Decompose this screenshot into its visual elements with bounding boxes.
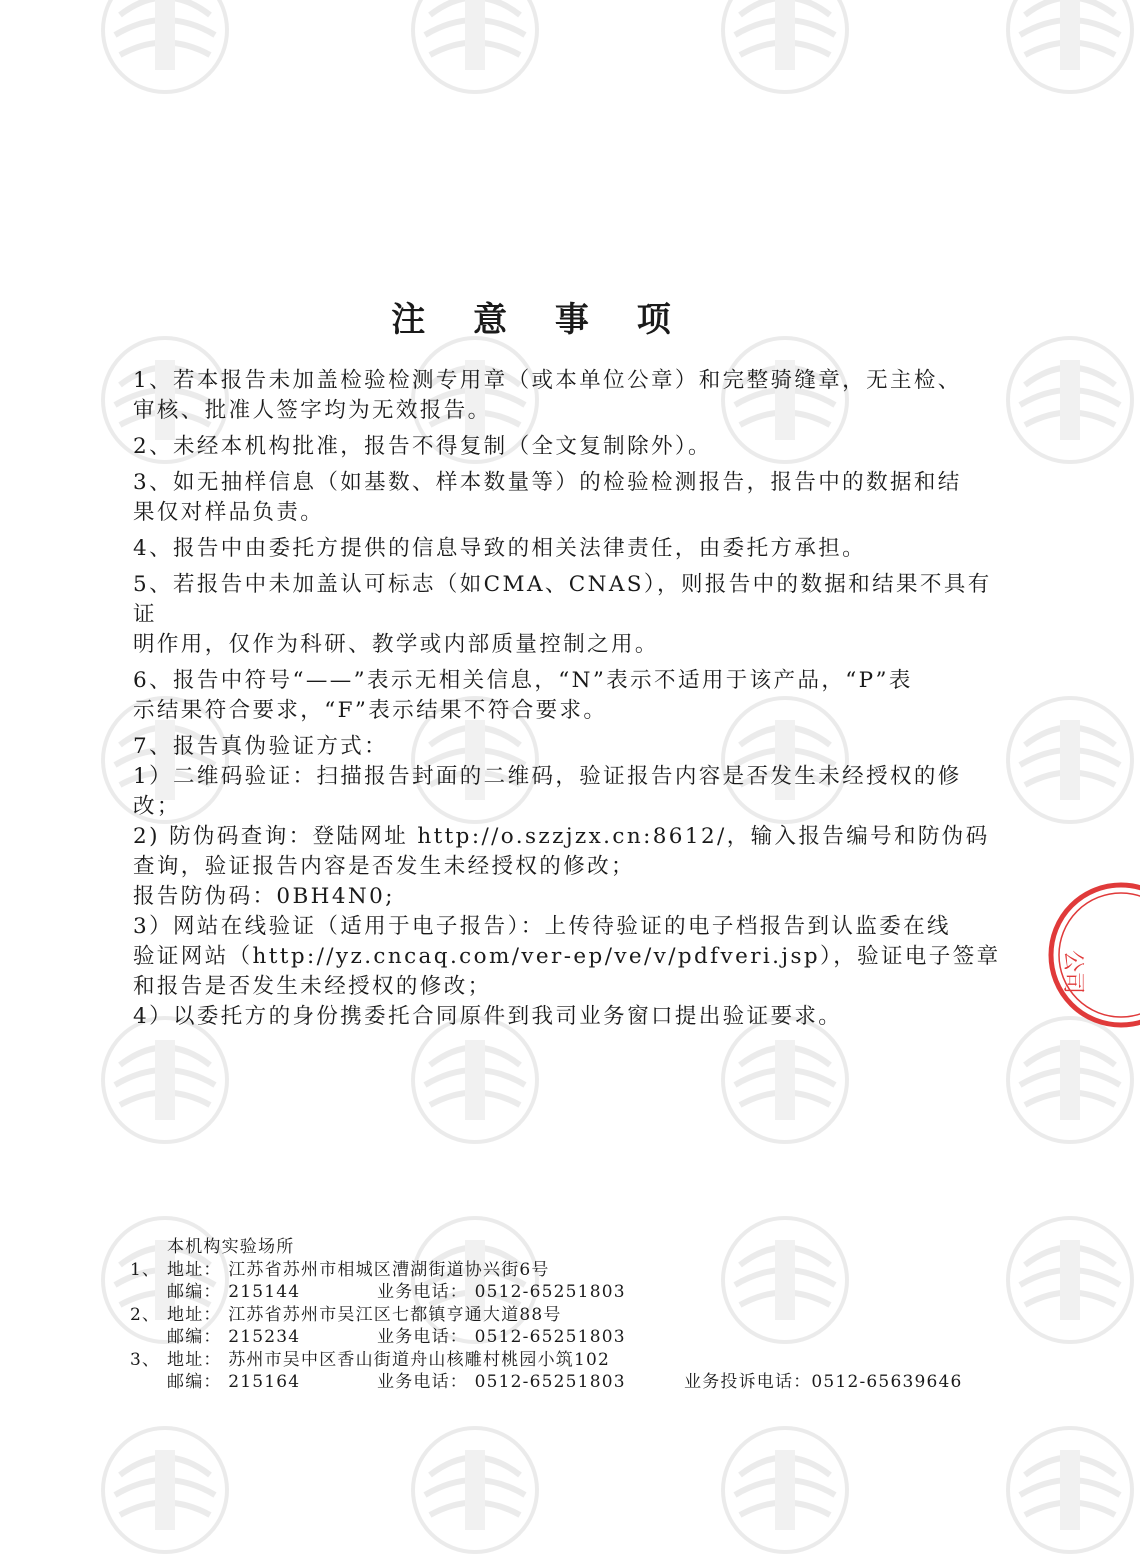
lab-index: 3、 xyxy=(130,1349,161,1370)
watermark-logo xyxy=(1000,1010,1140,1150)
lab-phone: 业务电话： 0512-65251803 xyxy=(377,1282,626,1302)
lab-postcode: 邮编： 215234 xyxy=(167,1327,301,1347)
labs-heading: 本机构实验场所 xyxy=(167,1237,295,1257)
note-line: 示结果符合要求，“F”表示结果不符合要求。 xyxy=(133,698,608,723)
note-line: 5、若报告中未加盖认可标志（如CMA、CNAS），则报告中的数据和结果不具有证 xyxy=(133,572,992,627)
note-line: 3、如无抽样信息（如基数、样本数量等）的检验检测报告，报告中的数据和结 xyxy=(133,470,962,495)
watermark-logo xyxy=(1000,330,1140,470)
watermark-logo xyxy=(405,0,545,100)
watermark-logo xyxy=(715,1420,855,1560)
watermark-logo xyxy=(715,0,855,100)
verification-line: 和报告是否发生未经授权的修改； xyxy=(133,974,492,999)
lab-phone: 业务电话： 0512-65251803 xyxy=(377,1327,626,1347)
watermark-logo xyxy=(95,1420,235,1560)
verification-heading: 7、报告真伪验证方式： xyxy=(133,734,389,759)
lab-index: 2、 xyxy=(130,1304,161,1325)
complaint-phone: 业务投诉电话：0512-65639646 xyxy=(684,1372,963,1392)
note-2 xyxy=(133,432,1003,462)
lab-postcode: 邮编： 215144 xyxy=(167,1282,301,1302)
note-3 xyxy=(133,468,1003,528)
watermark-logo xyxy=(1000,1420,1140,1560)
notes-body xyxy=(133,366,1003,1032)
note-line: 审核、批准人签字均为无效报告。 xyxy=(133,398,492,423)
lab-item xyxy=(130,1304,1030,1327)
lab-contact xyxy=(167,1281,1030,1304)
lab-item xyxy=(130,1349,1030,1372)
verification-line: 2) 防伪码查询：登陆网址 http://o.szzjzx.cn:8612/，输入报告编号和防伪码 xyxy=(133,824,990,849)
page-title: 注 意 事 项 xyxy=(391,300,689,340)
watermark-logo xyxy=(1000,0,1140,100)
verification-line: 查询，验证报告内容是否发生未经授权的修改； xyxy=(133,854,635,879)
note-line: 明作用，仅作为科研、教学或内部质量控制之用。 xyxy=(133,632,659,657)
note-4 xyxy=(133,534,1003,564)
anti-fake-code: 报告防伪码：0BH4N0; xyxy=(133,884,395,909)
lab-address: 地址： 江苏省苏州市相城区漕湖街道协兴街6号 xyxy=(167,1259,550,1280)
seal-text: 公司 xyxy=(1060,950,1085,995)
verification-line: 改； xyxy=(133,794,181,819)
note-line: 6、报告中符号“——”表示无相关信息，“N”表示不适用于该产品，“P”表 xyxy=(133,668,913,693)
company-seal-stamp xyxy=(1046,880,1106,1030)
note-6 xyxy=(133,666,1003,726)
watermark-logo xyxy=(95,0,235,100)
note-7 xyxy=(133,732,1003,1032)
lab-index: 1、 xyxy=(130,1259,161,1280)
watermark-logo xyxy=(405,1420,545,1560)
note-5 xyxy=(133,570,1003,660)
note-line: 2、未经本机构批准，报告不得复制（全文复制除外）。 xyxy=(133,434,712,459)
lab-item xyxy=(130,1259,1030,1282)
verification-line: 验证网站（http://yz.cncaq.com/ver-ep/ve/v/pdfveri.jsp），验证电子签章 xyxy=(133,944,1001,969)
verification-line: 3）网站在线验证（适用于电子报告）：上传待验证的电子档报告到认监委在线 xyxy=(133,914,951,939)
note-1 xyxy=(133,366,1003,426)
lab-contact xyxy=(167,1326,1030,1349)
note-line: 4、报告中由委托方提供的信息导致的相关法律责任，由委托方承担。 xyxy=(133,536,867,561)
lab-postcode: 邮编： 215164 xyxy=(167,1372,301,1392)
lab-address: 地址： 江苏省苏州市吴江区七都镇亨通大道88号 xyxy=(167,1304,562,1325)
lab-phone: 业务电话： 0512-65251803 xyxy=(377,1372,626,1392)
verification-line: 4）以委托方的身份携委托合同原件到我司业务窗口提出验证要求。 xyxy=(133,1004,843,1029)
note-line: 果仅对样品负责。 xyxy=(133,500,325,525)
verification-line: 1）二维码验证：扫描报告封面的二维码，验证报告内容是否发生未经授权的修 xyxy=(133,764,962,789)
lab-contact xyxy=(167,1371,1030,1394)
lab-address: 地址： 苏州市吴中区香山街道舟山核雕村桃园小筑102 xyxy=(167,1349,611,1370)
note-line: 1、若本报告未加盖检验检测专用章（或本单位公章）和完整骑缝章，无主检、 xyxy=(133,368,962,393)
watermark-logo xyxy=(1000,690,1140,830)
lab-locations xyxy=(130,1236,1030,1394)
